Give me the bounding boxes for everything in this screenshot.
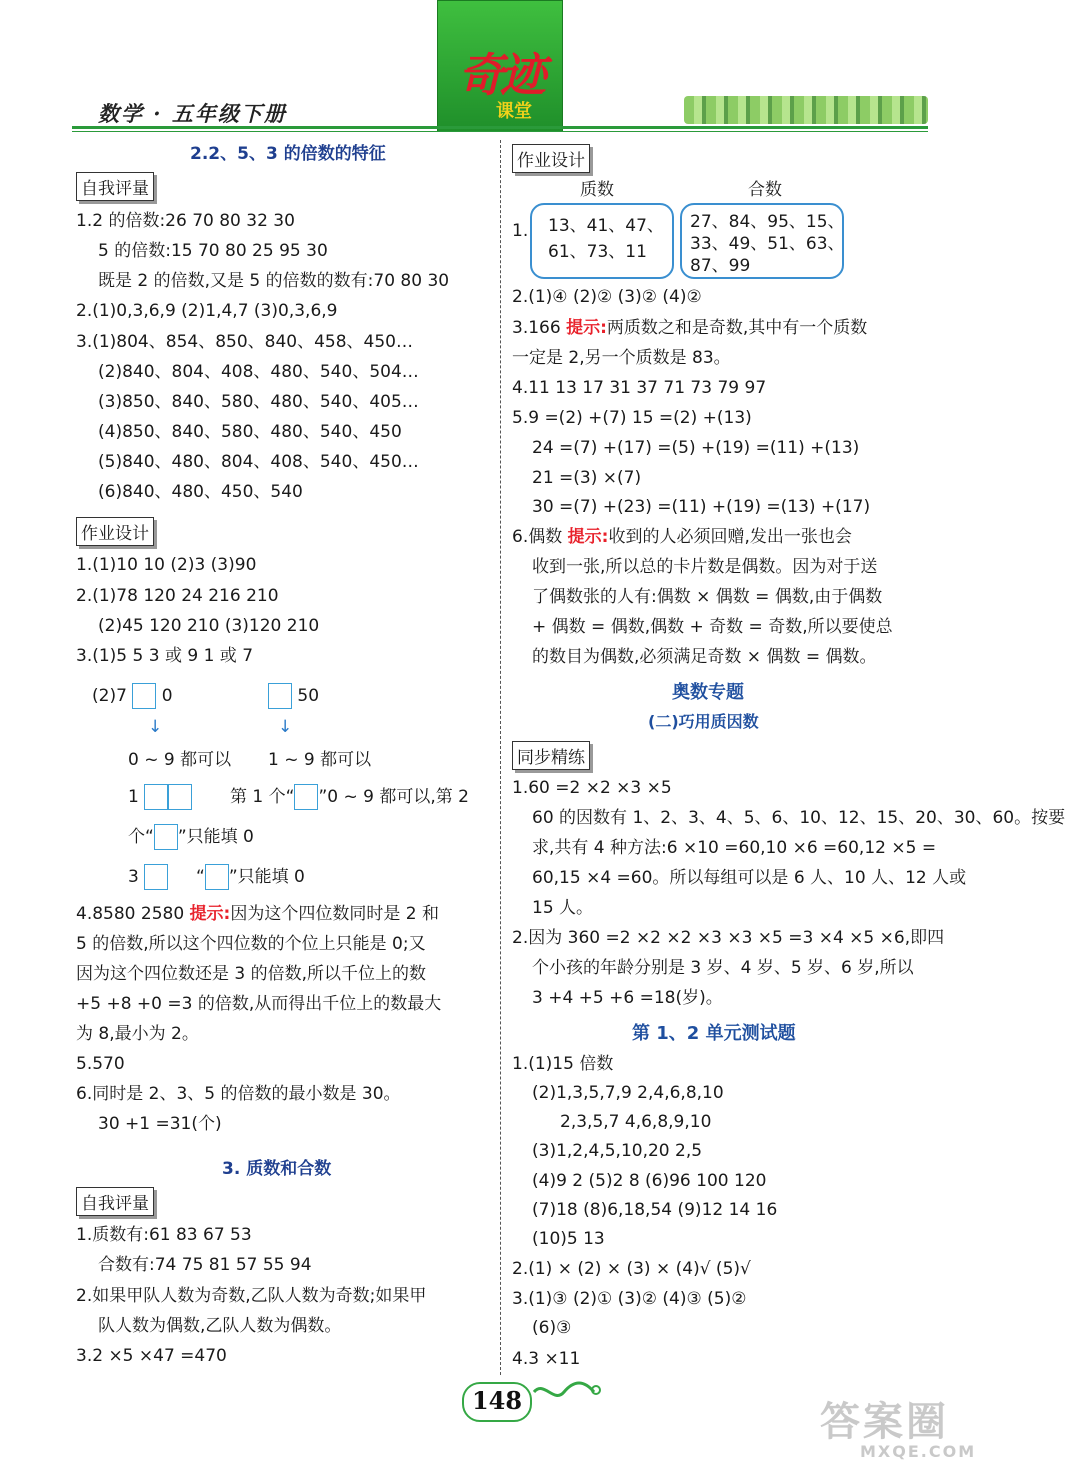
answer-line: (4)9 2 (5)2 8 (6)96 100 120 xyxy=(532,1171,767,1191)
answer-line: 5 的倍数,所以这个四位数的个位上只能是 0;又 xyxy=(76,934,426,954)
section-title-unit-test: 第 1、2 单元测试题 xyxy=(632,1023,796,1044)
answer-line: 60 的因数有 1、2、3、4、5、6、10、12、15、20、30、60。按要 xyxy=(532,808,1065,828)
answer-line: (2)840、804、408、480、540、504… xyxy=(98,362,419,382)
book-title: 数学 · 五年级下册 xyxy=(98,101,287,126)
hint-label: 提示: xyxy=(567,527,609,547)
composite-list-line: 27、84、95、15、 xyxy=(690,212,845,232)
blank-square xyxy=(144,864,168,890)
section-title-multiples: 2.2、5、3 的倍数的特征 xyxy=(190,144,386,164)
answer-line: 1.60 =2 ×2 ×3 ×5 xyxy=(512,778,672,798)
answer-line: 60,15 ×4 =60。所以每组可以是 6 人、10 人、12 人或 xyxy=(532,868,967,888)
arrow-down-icon: ↓ xyxy=(278,717,293,737)
text: 3.166 xyxy=(512,318,561,338)
blank-square xyxy=(144,784,168,810)
answer-line: 一定是 2,另一个质数是 83。 xyxy=(512,348,731,368)
answer-line: 2.(1)78 120 24 216 210 xyxy=(76,586,279,606)
text: 50 xyxy=(297,686,320,706)
answer-line: 合数有:74 75 81 57 55 94 xyxy=(98,1255,312,1275)
text: 第 1 个“ xyxy=(230,787,295,807)
answer-line: (2)45 120 210 (3)120 210 xyxy=(98,616,320,636)
blank-square xyxy=(168,784,192,810)
answer-line: 既是 2 的倍数,又是 5 的倍数的数有:70 80 30 xyxy=(98,271,450,291)
answer-line: (4)850、840、580、480、540、450 xyxy=(98,422,402,442)
text: 1 xyxy=(128,787,139,807)
text: 4.8580 2580 xyxy=(76,904,185,924)
answer-line: 3 +4 +5 +6 =18(岁)。 xyxy=(532,988,723,1008)
text: ”只能填 0 xyxy=(228,867,305,887)
column-divider xyxy=(500,140,501,1375)
answer-line: (6)③ xyxy=(532,1318,572,1338)
answer-line: 21 =(3) ×(7) xyxy=(532,468,642,488)
text: 因为这个四位数同时是 2 和 xyxy=(230,904,439,924)
answer-line: 5 的倍数:15 70 80 25 95 30 xyxy=(98,241,328,261)
logo xyxy=(437,0,563,132)
prime-number-box xyxy=(530,203,674,279)
answer-line: +5 +8 +0 =3 的倍数,从而得出千位上的数最大 xyxy=(76,994,442,1014)
answer-line xyxy=(128,864,168,890)
answer-line: 的数目为偶数,必须满足奇数 × 偶数 = 偶数。 xyxy=(532,647,877,667)
answer-line: 5.9 =(2) +(7) 15 =(2) +(13) xyxy=(512,408,752,428)
answer-line xyxy=(230,784,469,810)
answer-line: 因为这个四位数还是 3 的倍数,所以千位上的数 xyxy=(76,964,427,984)
watermark: 答案圈 xyxy=(820,1399,949,1445)
section-title-olympiad: 奥数专题 xyxy=(672,682,744,703)
blank-square xyxy=(132,683,156,709)
answer-line: 个小孩的年龄分别是 3 岁、4 岁、5 岁、6 岁,所以 xyxy=(532,958,914,978)
answer-line xyxy=(196,864,305,890)
answer-line: 为 8,最小为 2。 xyxy=(76,1024,199,1044)
text: 0 xyxy=(161,686,173,706)
arrow-down-icon: ↓ xyxy=(148,717,163,737)
answer-line: 4.11 13 17 31 37 71 73 79 97 xyxy=(512,378,767,398)
label-sync-practice: 同步精练 xyxy=(512,741,590,770)
answer-line xyxy=(128,824,254,850)
section-title-prime-composite: 3. 质数和合数 xyxy=(222,1159,332,1179)
answer-line: 收到一张,所以总的卡片数是偶数。因为对于送 xyxy=(532,557,878,577)
label-homework: 作业设计 xyxy=(512,144,590,173)
answer-line: 3.(1)804、854、850、840、458、450… xyxy=(76,332,413,352)
answer-line: (10)5 13 xyxy=(532,1229,605,1249)
column-header-prime: 质数 xyxy=(580,180,614,200)
answer-line: 1.(1)15 倍数 xyxy=(512,1054,614,1074)
answer-line: 了偶数张的人有:偶数 × 偶数 = 偶数,由于偶数 xyxy=(532,587,883,607)
answer-line: (6)840、480、450、540 xyxy=(98,482,303,502)
answer-line xyxy=(268,683,319,709)
answer-line: 3.2 ×5 ×47 =470 xyxy=(76,1346,227,1366)
answer-line: 4.3 ×11 xyxy=(512,1349,581,1369)
text: (2)7 xyxy=(92,686,127,706)
column-header-composite: 合数 xyxy=(748,180,782,200)
composite-list-line: 87、99 xyxy=(690,256,751,276)
answer-line: (3)850、840、580、480、540、405… xyxy=(98,392,419,412)
blank-square xyxy=(154,824,178,850)
answer-line xyxy=(76,904,439,924)
prime-list-line: 61、73、11 xyxy=(548,242,647,262)
answer-line: 30 +1 =31(个) xyxy=(98,1114,222,1134)
header-rule-thin xyxy=(72,131,928,132)
answer-line: 2.如果甲队人数为奇数,乙队人数为奇数;如果甲 xyxy=(76,1286,427,1306)
answer-line: + 偶数 = 偶数,偶数 + 奇数 = 奇数,所以要使总 xyxy=(532,617,893,637)
hint-label: 提示: xyxy=(566,318,607,338)
answer-line: 3.(1)③ (2)① (3)② (4)③ (5)② xyxy=(512,1289,747,1309)
logo-sub-text: 课堂 xyxy=(496,101,532,122)
answer-line: (2)1,3,5,7,9 2,4,6,8,10 xyxy=(532,1083,724,1103)
text: 收到的人必须回赠,发出一张也会 xyxy=(608,527,852,547)
answer-line: 1.质数有:61 83 67 53 xyxy=(76,1225,252,1245)
swirl-decoration-icon xyxy=(532,1378,602,1406)
label-self-assessment: 自我评量 xyxy=(76,1187,154,1216)
text: ”0 ~ 9 都可以,第 2 xyxy=(318,787,469,807)
text: ”只能填 0 xyxy=(177,827,254,847)
text: 个“ xyxy=(128,827,154,847)
answer-line: 6.同时是 2、3、5 的倍数的最小数是 30。 xyxy=(76,1084,401,1104)
logo-main-text: 奇迹 xyxy=(458,48,542,102)
text: 两质数之和是奇数,其中有一个质数 xyxy=(606,318,868,338)
answer-line: 30 =(7) +(23) =(11) +(19) =(13) +(17) xyxy=(532,497,871,517)
answer-line xyxy=(512,527,852,547)
text: “ xyxy=(196,867,205,887)
answer-line: 3.(1)5 5 3 或 9 1 或 7 xyxy=(76,646,254,666)
composite-list-line: 33、49、51、63、 xyxy=(690,234,845,254)
answer-line: 1.(1)10 10 (2)3 (3)90 xyxy=(76,555,257,575)
answer-line: 2.(1)0,3,6,9 (2)1,4,7 (3)0,3,6,9 xyxy=(76,301,338,321)
hint-label: 提示: xyxy=(189,904,231,924)
answer-line xyxy=(512,318,867,338)
section-subtitle-prime-factors: (二)巧用质因数 xyxy=(648,712,759,731)
header-rule xyxy=(72,126,928,129)
answer-line: (3)1,2,4,5,10,20 2,5 xyxy=(532,1141,703,1161)
label-homework: 作业设计 xyxy=(76,517,154,546)
label-self-assessment: 自我评量 xyxy=(76,172,154,201)
text: 3 xyxy=(128,867,139,887)
answer-line: 2,3,5,7 4,6,8,9,10 xyxy=(560,1112,712,1132)
answer-line: 1 ~ 9 都可以 xyxy=(268,750,372,770)
text: 6.偶数 xyxy=(512,527,563,547)
answer-line: 2.因为 360 =2 ×2 ×2 ×3 ×3 ×5 =3 ×4 ×5 ×6,即四 xyxy=(512,928,945,948)
answer-line: 1.2 的倍数:26 70 80 32 30 xyxy=(76,211,295,231)
watermark-url: MXQE.COM xyxy=(860,1442,977,1461)
answer-line: (5)840、480、804、408、540、450… xyxy=(98,452,419,472)
answer-line: 15 人。 xyxy=(532,898,594,918)
page-number: 148 xyxy=(462,1382,532,1422)
answer-line xyxy=(92,683,173,709)
answer-line: 24 =(7) +(17) =(5) +(19) =(11) +(13) xyxy=(532,438,860,458)
header-decoration xyxy=(684,96,928,124)
blank-square xyxy=(294,784,318,810)
blank-square xyxy=(268,683,292,709)
answer-line: 队人数为偶数,乙队人数为偶数。 xyxy=(98,1316,342,1336)
composite-number-box xyxy=(680,203,844,279)
answer-line: (7)18 (8)6,18,54 (9)12 14 16 xyxy=(532,1200,778,1220)
answer-line xyxy=(128,784,192,810)
answer-line: 0 ~ 9 都可以 xyxy=(128,750,232,770)
answer-number: 1. xyxy=(512,221,529,241)
prime-list-line: 13、41、47、 xyxy=(548,216,664,236)
answer-line: 求,共有 4 种方法:6 ×10 =60,10 ×6 =60,12 ×5 = xyxy=(532,838,937,858)
blank-square xyxy=(205,864,229,890)
answer-line: 2.(1)④ (2)② (3)② (4)② xyxy=(512,287,702,307)
answer-line: 2.(1) × (2) × (3) × (4)√ (5)√ xyxy=(512,1259,751,1279)
answer-line: 5.570 xyxy=(76,1054,125,1074)
